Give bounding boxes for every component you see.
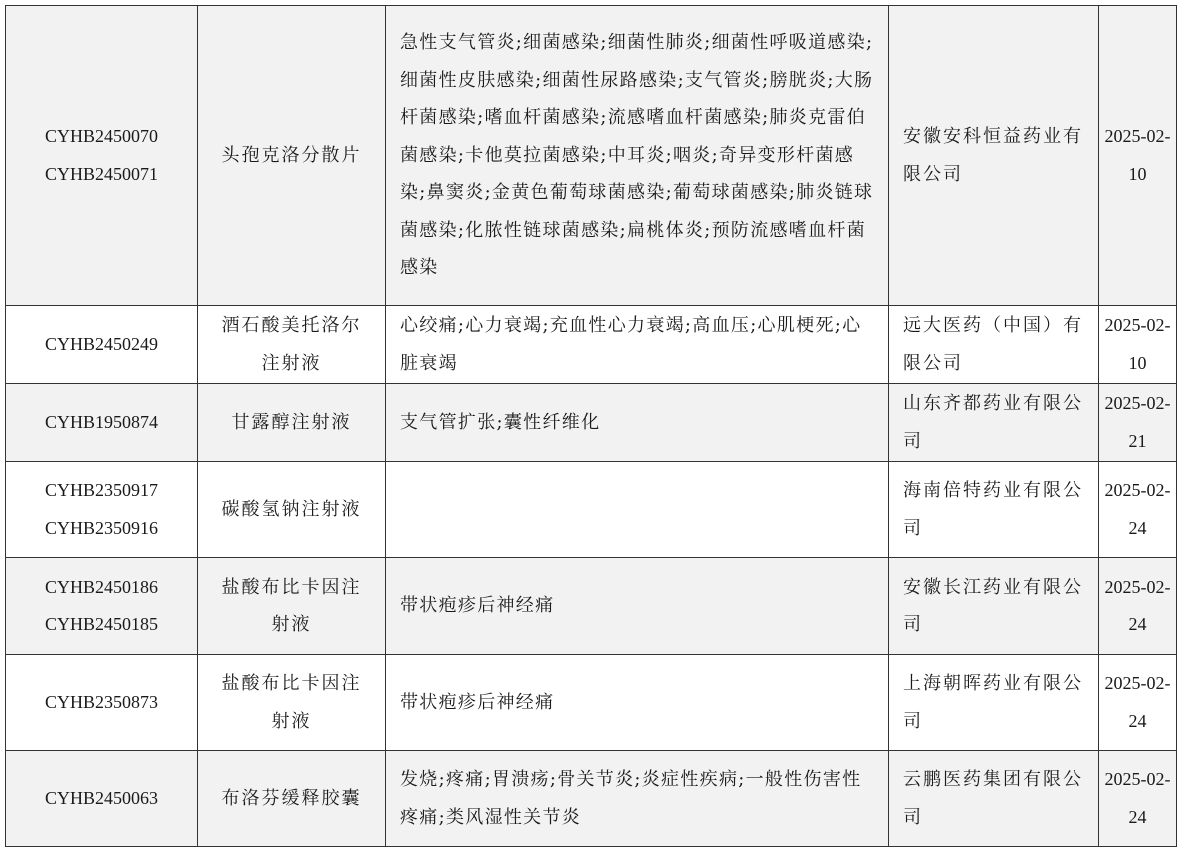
indication: 支气管扩张;囊性纤维化	[386, 384, 889, 462]
table-row	[6, 384, 1177, 462]
table-row	[6, 751, 1177, 847]
date: 2025-02-24	[1099, 462, 1177, 558]
approval-code: CYHB2450070	[44, 126, 158, 146]
drug-name: 酒石酸美托洛尔注射液	[198, 306, 386, 384]
date: 2025-02-21	[1099, 384, 1177, 462]
drug-name: 头孢克洛分散片	[198, 6, 386, 306]
company: 海南倍特药业有限公司	[889, 462, 1099, 558]
date: 2025-02-10	[1099, 6, 1177, 306]
approval-code-cell	[6, 751, 198, 847]
company: 云鹏医药集团有限公司	[889, 751, 1099, 847]
date: 2025-02-24	[1099, 655, 1177, 751]
indication: 发烧;疼痛;胃溃疡;骨关节炎;炎症性疾病;一般性伤害性疼痛;类风湿性关节炎	[386, 751, 889, 847]
drug-name: 碳酸氢钠注射液	[198, 462, 386, 558]
approval-code: CYHB2350917	[44, 480, 158, 500]
drug-approval-table	[5, 5, 1177, 847]
table-row	[6, 6, 1177, 306]
company: 远大医药（中国）有限公司	[889, 306, 1099, 384]
approval-code: CYHB2350916	[44, 517, 158, 538]
drug-name: 布洛芬缓释胶囊	[198, 751, 386, 847]
approval-code: CYHB1950874	[44, 411, 158, 432]
table-row	[6, 558, 1177, 655]
date: 2025-02-10	[1099, 306, 1177, 384]
indication	[386, 462, 889, 558]
approval-code-cell	[6, 6, 198, 306]
approval-code-cell	[6, 558, 198, 655]
indication: 带状疱疹后神经痛	[386, 655, 889, 751]
company: 山东齐都药业有限公司	[889, 384, 1099, 462]
approval-code: CYHB2450249	[44, 333, 158, 354]
company: 上海朝晖药业有限公司	[889, 655, 1099, 751]
date: 2025-02-24	[1099, 558, 1177, 655]
table-row	[6, 306, 1177, 384]
approval-code: CYHB2450186	[44, 576, 158, 597]
date: 2025-02-24	[1099, 751, 1177, 847]
indication: 急性支气管炎;细菌感染;细菌性肺炎;细菌性呼吸道感染;细菌性皮肤感染;细菌性尿路感染;支气管炎;膀胱炎;大肠杆菌感染;嗜血杆菌感染;流感嗜血杆菌感染;肺炎克雷伯菌感染;卡他莫拉菌感染;中耳炎;咽炎;奇异变形杆菌感染;鼻窦炎;金黄色葡萄球菌感染;葡萄球菌感染;肺炎链球菌感染;化脓性链球菌感染;扁桃体炎;预防流感嗜血杆菌感染	[386, 6, 889, 306]
approval-code: CYHB2350873	[44, 691, 158, 712]
indication: 心绞痛;心力衰竭;充血性心力衰竭;高血压;心肌梗死;心脏衰竭	[386, 306, 889, 384]
approval-code: CYHB2450063	[44, 787, 158, 808]
approval-code-cell	[6, 655, 198, 751]
company: 安徽安科恒益药业有限公司	[889, 6, 1099, 306]
approval-code-cell	[6, 384, 198, 462]
company: 安徽长江药业有限公司	[889, 558, 1099, 655]
table-row	[6, 462, 1177, 558]
table-row	[6, 655, 1177, 751]
approval-code-cell	[6, 462, 198, 558]
approval-code-cell	[6, 306, 198, 384]
drug-name: 甘露醇注射液	[198, 384, 386, 462]
drug-name: 盐酸布比卡因注射液	[198, 558, 386, 655]
approval-code: CYHB2450071	[44, 163, 158, 184]
drug-name: 盐酸布比卡因注射液	[198, 655, 386, 751]
indication: 带状疱疹后神经痛	[386, 558, 889, 655]
approval-code: CYHB2450185	[44, 614, 158, 634]
